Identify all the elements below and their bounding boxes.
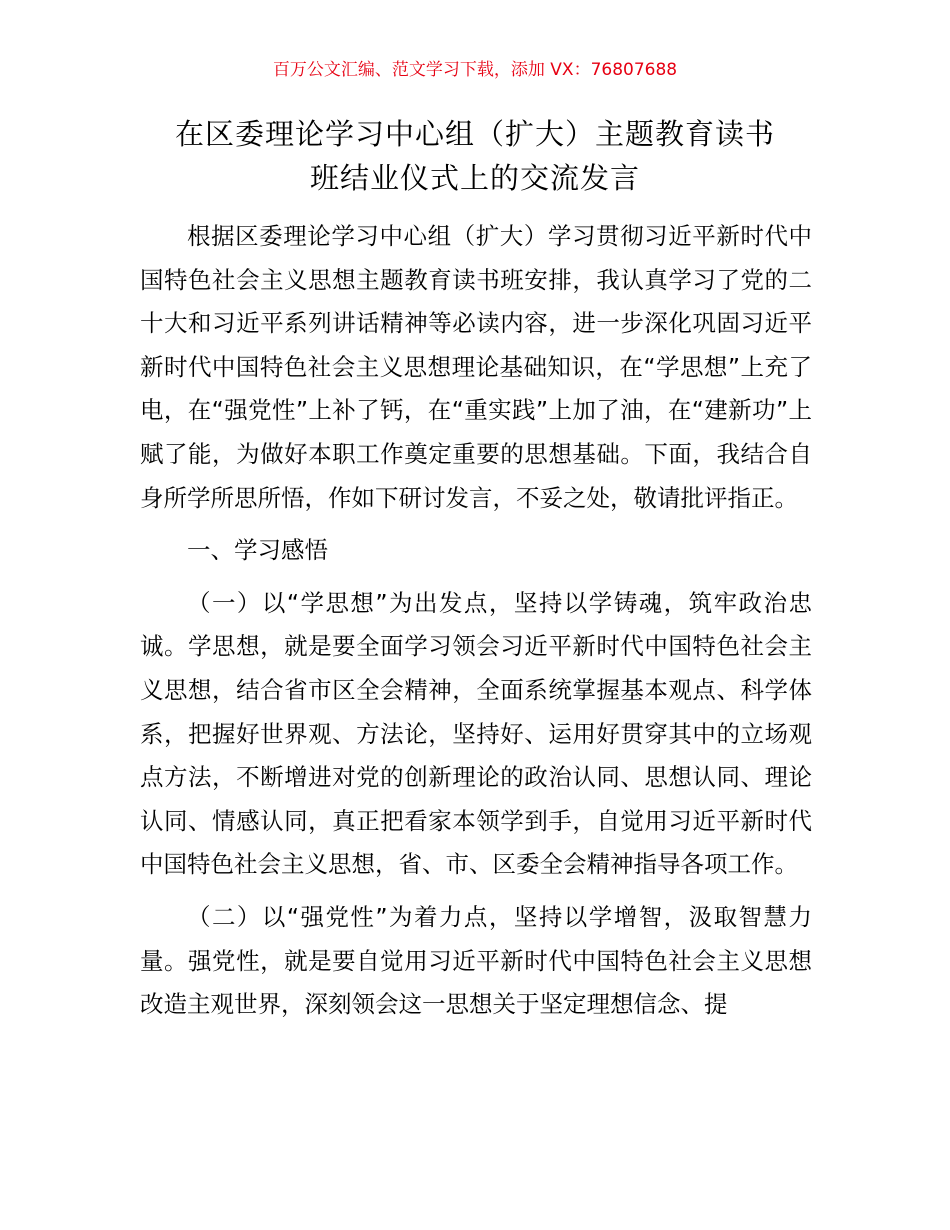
intro-paragraph: 根据区委理论学习中心组（扩大）学习贯彻习近平新时代中国特色社会主义思想主题教育读书班安排，我认真学习了党的二十大和习近平系列讲话精神等必读内容，进一步深化巩固习近平新时代中国特色社会主义思想理论基础知识，在“学思想”上充了电，在“强党性”上补了钙，在“重实践”上加了油，在“建新功”上赋了能，为做好本职工作奠定重要的思想基础。下面，我结合自身所学所思所悟，作如下研讨发言，不妥之处，敬请批评指正。: [140, 222, 812, 512]
section-heading: 一、学习感悟: [187, 536, 328, 565]
download-watermark: 百万公文汇编、范文学习下载，添加 VX：76807688: [272, 60, 678, 80]
subsection-paragraph-2: （二）以“强党性”为着力点，坚持以学增智，汲取智慧力量。强党性，就是要自觉用习近平新时代中国特色社会主义思想改造主观世界，深刻领会这一思想关于坚定理想信念、提: [140, 902, 812, 1019]
title-line-2: 班结业仪式上的交流发言: [309, 161, 640, 195]
document-title: [120, 112, 830, 200]
document-body: [140, 215, 812, 1027]
subsection-paragraph-1: （一）以“学思想”为出发点，坚持以学铸魂，筑牢政治忠诚。学思想，就是要全面学习领会习近平新时代中国特色社会主义思想，结合省市区全会精神，全面系统掌握基本观点、科学体系，把握好世界观、方法论，坚持好、运用好贯穿其中的立场观点方法，不断增进对党的创新理论的政治认同、思想认同、理论认同、情感认同，真正把看家本领学到手，自觉用习近平新时代中国特色社会主义思想，省、市、区委全会精神指导各项工作。: [140, 588, 812, 879]
title-line-1: 在区委理论学习中心组（扩大）主题教育读书: [174, 117, 775, 151]
